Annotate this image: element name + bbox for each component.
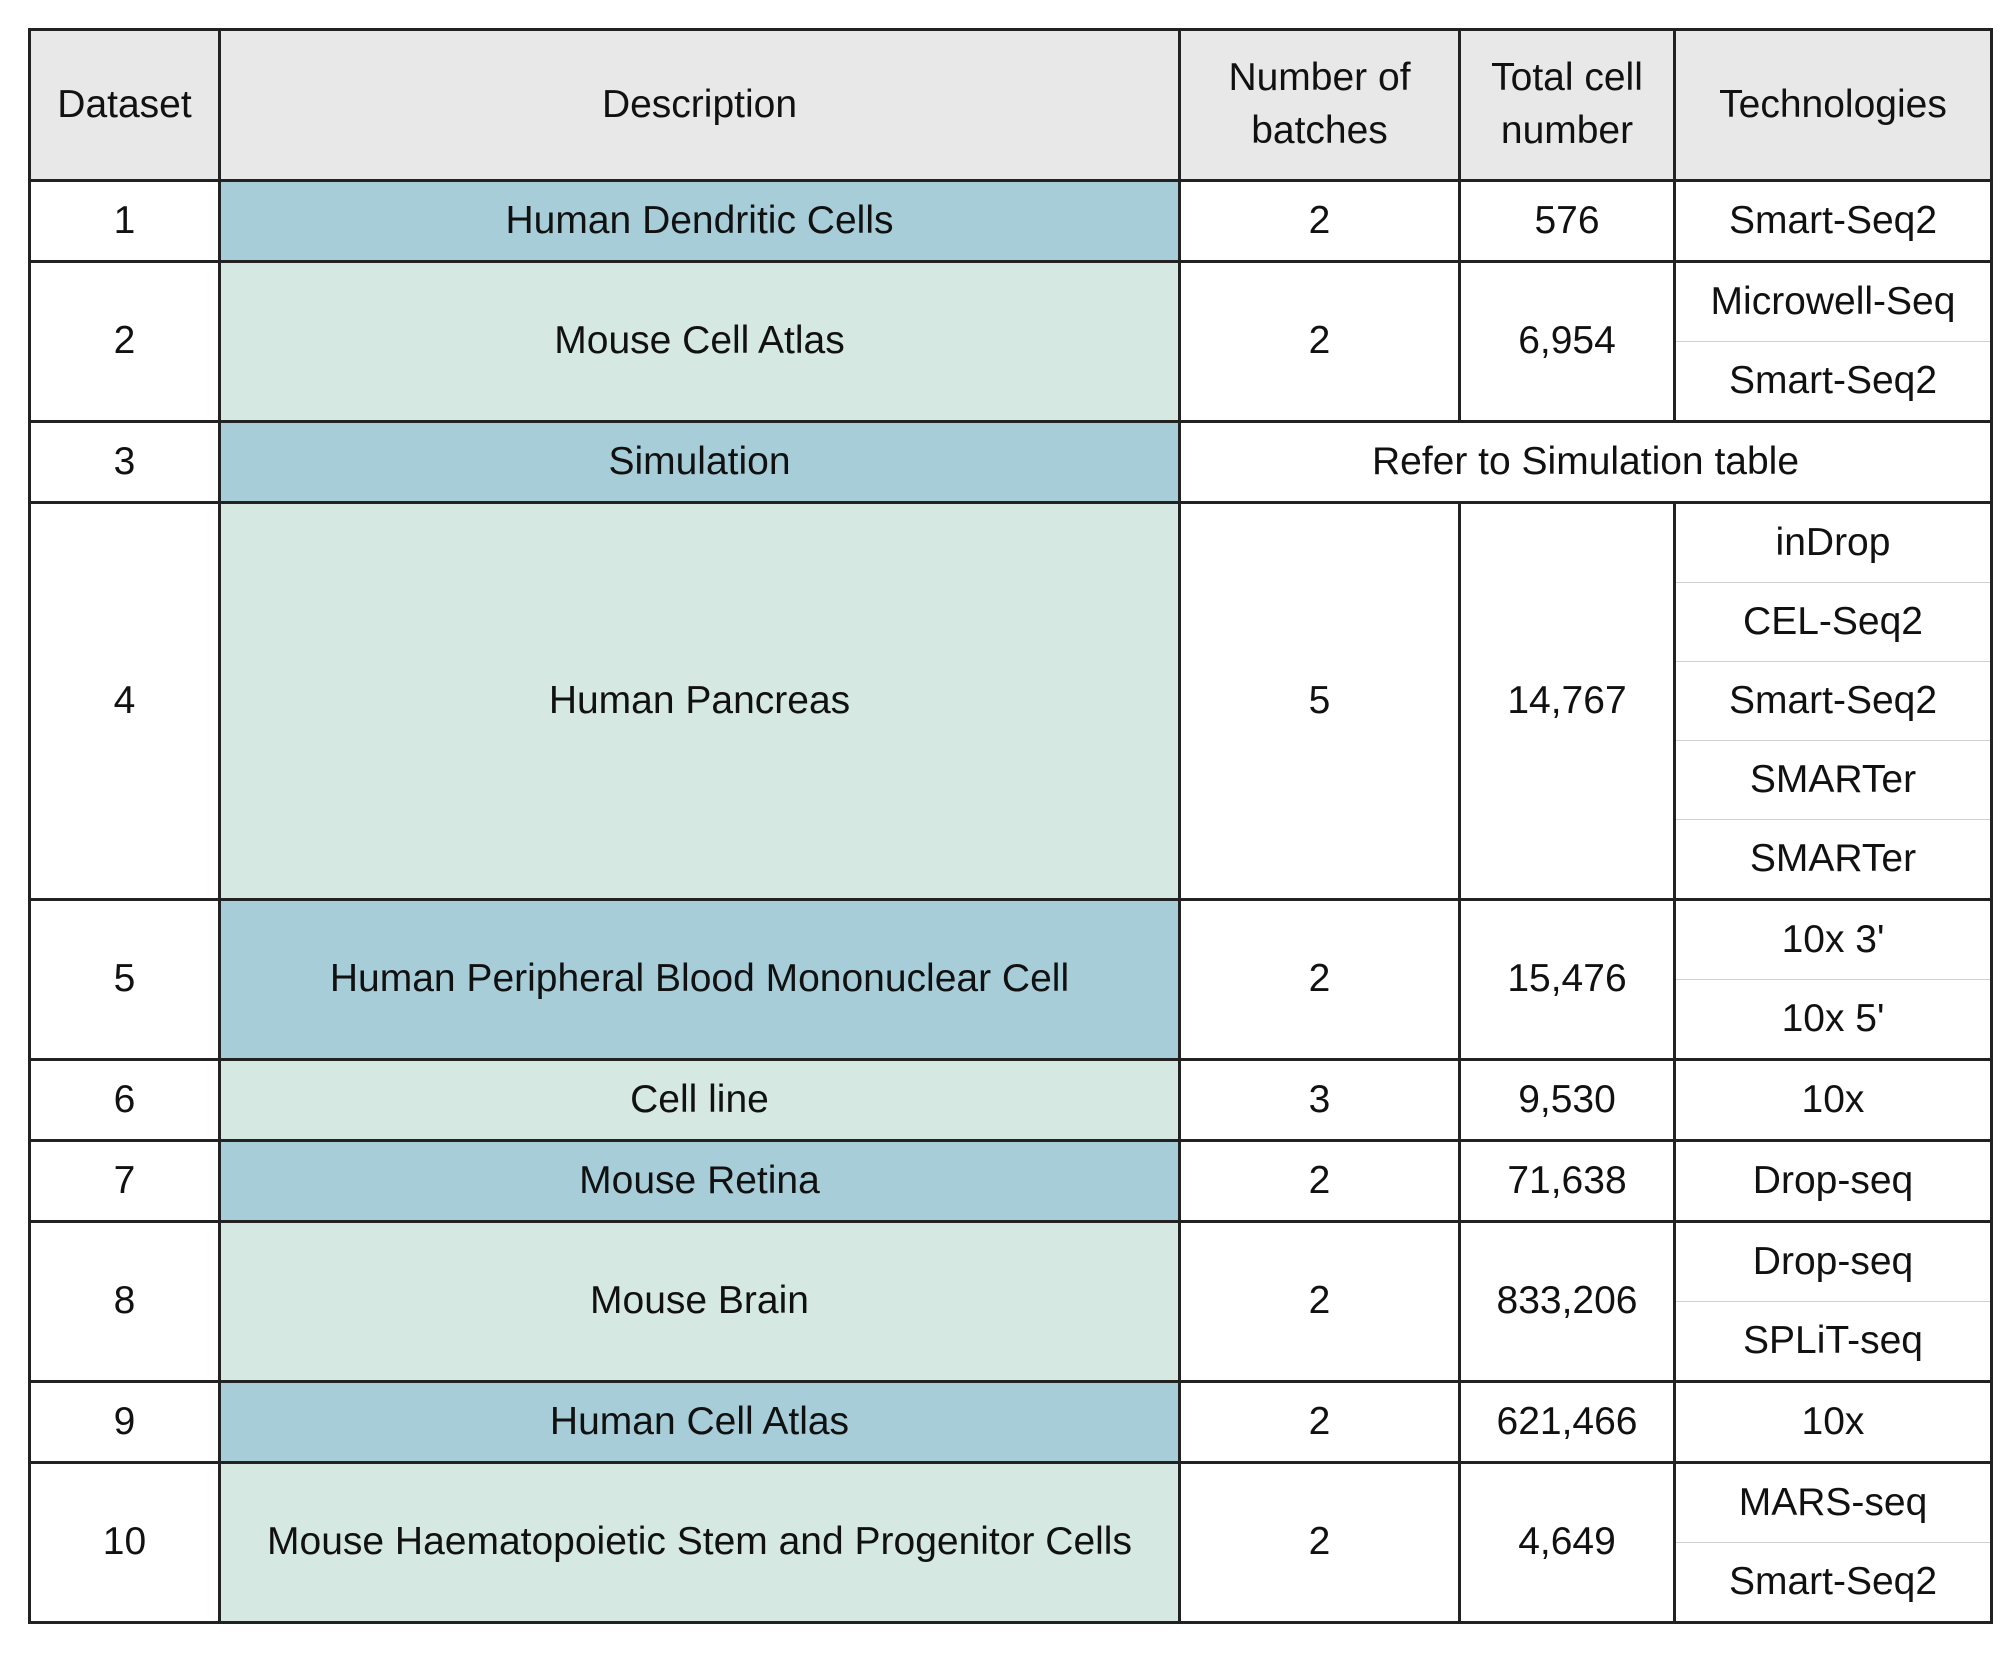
- batches-cell: 2: [1180, 181, 1460, 262]
- technology-cell: Microwell-Seq: [1675, 262, 1992, 342]
- batches-cell: 2: [1180, 900, 1460, 1060]
- table-row: [30, 181, 1992, 262]
- batches-cell: 5: [1180, 503, 1460, 900]
- description-cell: Mouse Haematopoietic Stem and Progenitor Cells: [220, 1463, 1180, 1623]
- technology-cell: 10x: [1675, 1060, 1992, 1141]
- dataset-id-cell: 3: [30, 422, 220, 503]
- table-row: [30, 1222, 1992, 1302]
- batches-cell: 3: [1180, 1060, 1460, 1141]
- header-batches: Number of batches: [1180, 30, 1460, 181]
- technology-cell: 10x: [1675, 1382, 1992, 1463]
- cell-count-cell: 621,466: [1460, 1382, 1675, 1463]
- description-cell: Mouse Brain: [220, 1222, 1180, 1382]
- header-technologies: Technologies: [1675, 30, 1992, 181]
- description-cell: Simulation: [220, 422, 1180, 503]
- cell-count-cell: 15,476: [1460, 900, 1675, 1060]
- technology-cell: SMARTer: [1675, 820, 1992, 900]
- header-dataset: Dataset: [30, 30, 220, 181]
- description-cell: Mouse Retina: [220, 1141, 1180, 1222]
- description-cell: Human Pancreas: [220, 503, 1180, 900]
- technology-cell: SMARTer: [1675, 741, 1992, 820]
- dataset-id-cell: 4: [30, 503, 220, 900]
- simulation-note-cell: Refer to Simulation table: [1180, 422, 1992, 503]
- dataset-id-cell: 8: [30, 1222, 220, 1382]
- table-row: [30, 1382, 1992, 1463]
- technology-cell: Smart-Seq2: [1675, 342, 1992, 422]
- table-row: [30, 422, 1992, 503]
- technology-cell: SPLiT-seq: [1675, 1302, 1992, 1382]
- description-cell: Human Cell Atlas: [220, 1382, 1180, 1463]
- description-cell: Human Dendritic Cells: [220, 181, 1180, 262]
- dataset-id-cell: 6: [30, 1060, 220, 1141]
- table-body: [30, 181, 1992, 1623]
- technology-cell: CEL-Seq2: [1675, 583, 1992, 662]
- description-cell: Mouse Cell Atlas: [220, 262, 1180, 422]
- technology-cell: Drop-seq: [1675, 1141, 1992, 1222]
- description-cell: Cell line: [220, 1060, 1180, 1141]
- table-row: [30, 900, 1992, 980]
- technology-cell: 10x 3': [1675, 900, 1992, 980]
- dataset-table: [28, 28, 1993, 1624]
- dataset-id-cell: 2: [30, 262, 220, 422]
- cell-count-cell: 9,530: [1460, 1060, 1675, 1141]
- cell-count-cell: 833,206: [1460, 1222, 1675, 1382]
- batches-cell: 2: [1180, 1463, 1460, 1623]
- cell-count-cell: 576: [1460, 181, 1675, 262]
- header-row: [30, 30, 1992, 181]
- cell-count-cell: 4,649: [1460, 1463, 1675, 1623]
- dataset-id-cell: 7: [30, 1141, 220, 1222]
- technology-cell: 10x 5': [1675, 980, 1992, 1060]
- header-description: Description: [220, 30, 1180, 181]
- header-cells: Total cell number: [1460, 30, 1675, 181]
- table-row: [30, 1060, 1992, 1141]
- technology-cell: Smart-Seq2: [1675, 662, 1992, 741]
- cell-count-cell: 14,767: [1460, 503, 1675, 900]
- table-row: [30, 262, 1992, 342]
- table-row: [30, 1141, 1992, 1222]
- technology-cell: MARS-seq: [1675, 1463, 1992, 1543]
- table-row: [30, 503, 1992, 583]
- table-row: [30, 1463, 1992, 1543]
- dataset-id-cell: 5: [30, 900, 220, 1060]
- dataset-table-container: [28, 28, 1990, 1624]
- dataset-id-cell: 10: [30, 1463, 220, 1623]
- description-cell: Human Peripheral Blood Mononuclear Cell: [220, 900, 1180, 1060]
- batches-cell: 2: [1180, 1141, 1460, 1222]
- technology-cell: Smart-Seq2: [1675, 1543, 1992, 1623]
- cell-count-cell: 71,638: [1460, 1141, 1675, 1222]
- batches-cell: 2: [1180, 262, 1460, 422]
- batches-cell: 2: [1180, 1222, 1460, 1382]
- dataset-id-cell: 1: [30, 181, 220, 262]
- batches-cell: 2: [1180, 1382, 1460, 1463]
- cell-count-cell: 6,954: [1460, 262, 1675, 422]
- dataset-id-cell: 9: [30, 1382, 220, 1463]
- technology-cell: Smart-Seq2: [1675, 181, 1992, 262]
- technology-cell: inDrop: [1675, 503, 1992, 583]
- technology-cell: Drop-seq: [1675, 1222, 1992, 1302]
